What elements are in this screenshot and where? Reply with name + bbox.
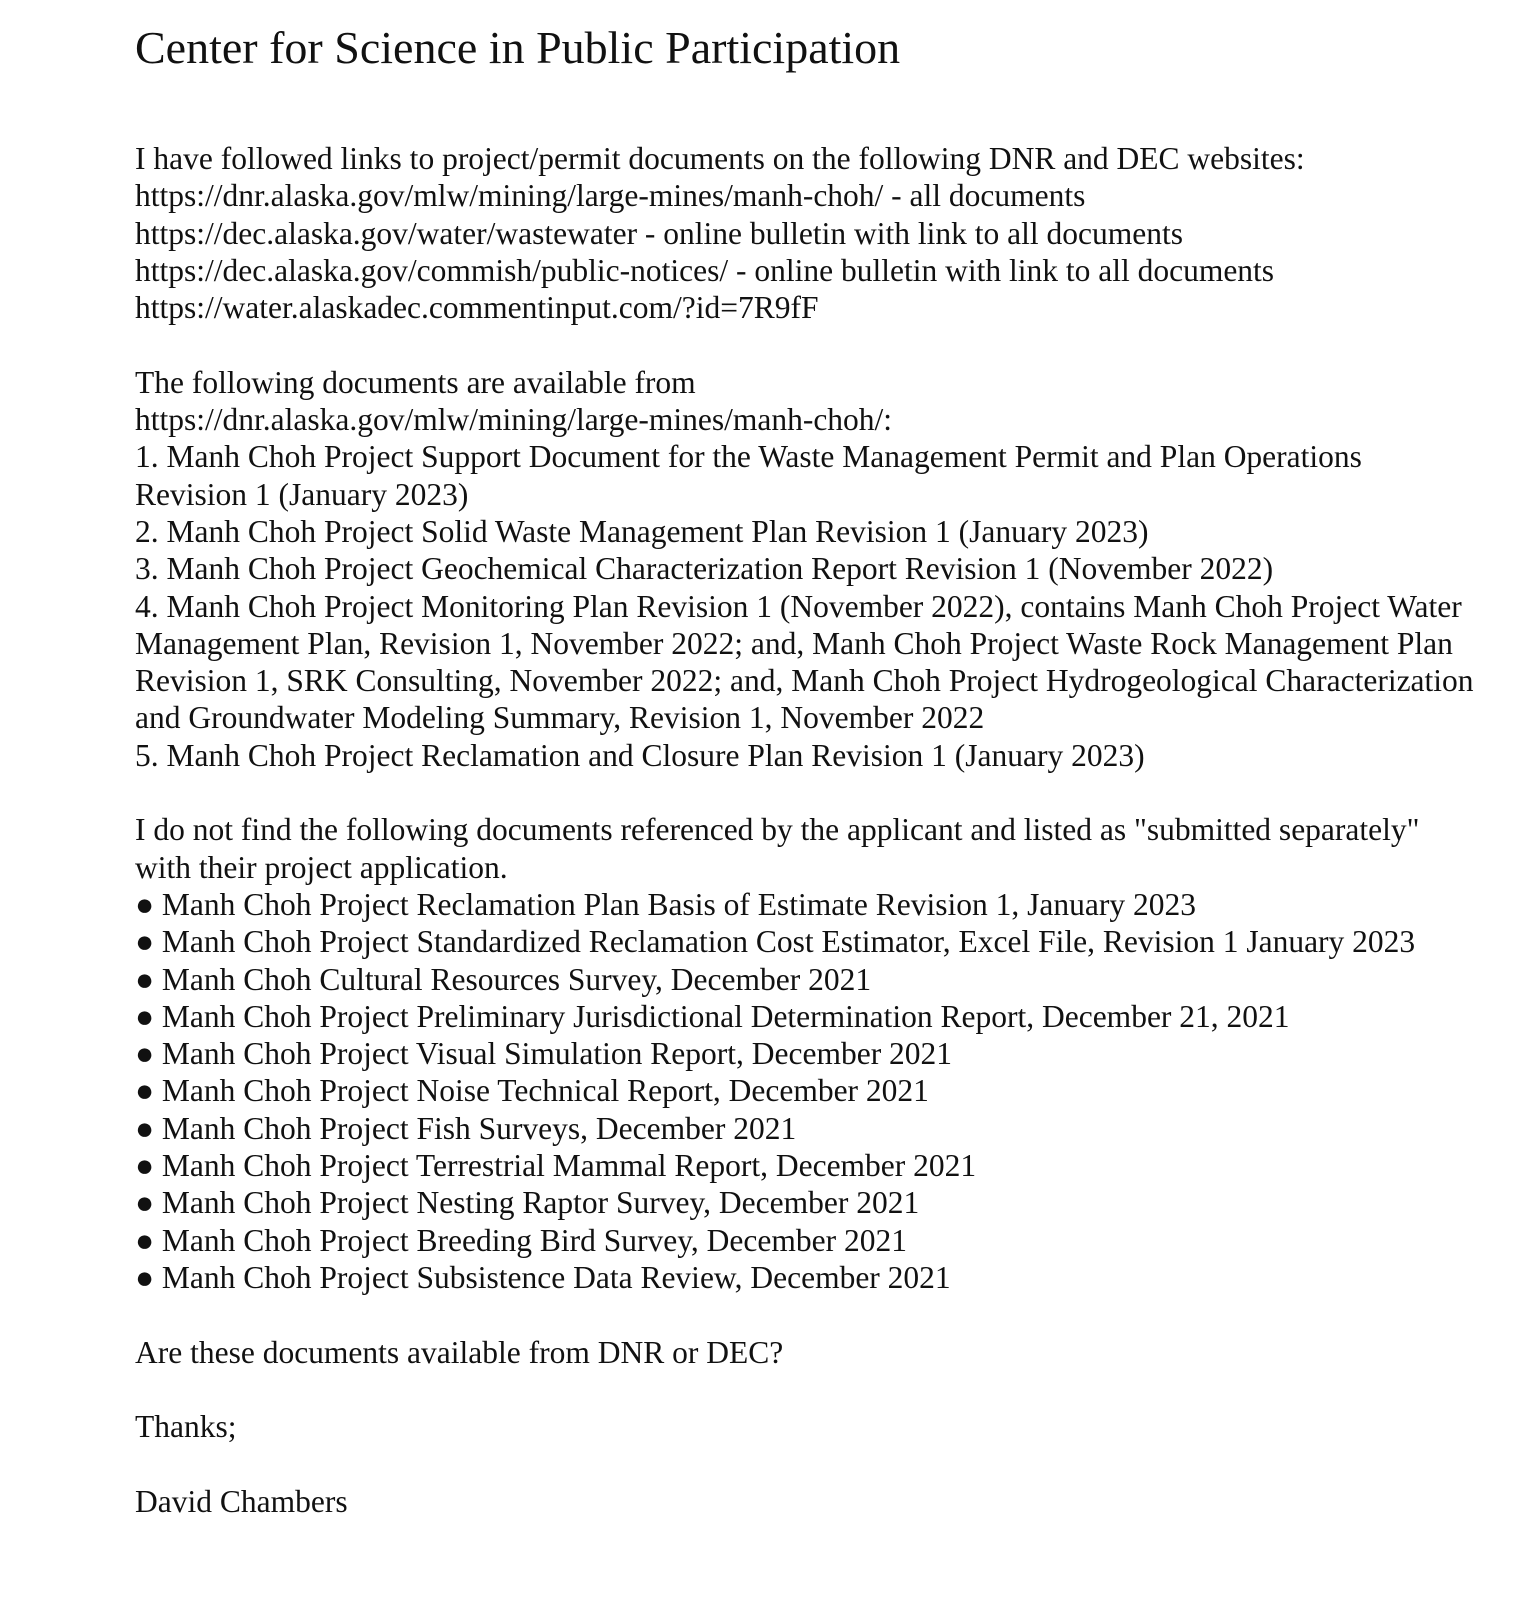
blank-line: [135, 774, 1475, 811]
missing-document-item: ● Manh Choh Project Terrestrial Mammal Report, December 2021: [135, 1148, 977, 1184]
available-document-item: 5. Manh Choh Project Reclamation and Closure Plan Revision 1 (January 2023): [135, 737, 1145, 773]
missing-document-item: ● Manh Choh Project Visual Simulation Report, December 2021: [135, 1036, 953, 1072]
available-documents-paragraph: [135, 364, 1475, 774]
available-document-item: 4. Manh Choh Project Monitoring Plan Revision 1 (November 2022), contains Manh Choh Project Water Management Plan, Revision 1, November 2022; and, Manh Choh Project Waste Rock Management Plan Revision 1, SRK Consulting, November 2022; and, Manh Choh Project Hydrogeological Characterization and Groundwater Modeling Summary, Revision 1, November 2022: [135, 588, 1474, 736]
blank-line: [135, 326, 1475, 363]
intro-lead: I have followed links to project/permit documents on the following DNR and DEC websites:: [135, 141, 1305, 176]
available-document-item: 1. Manh Choh Project Support Document for the Waste Management Permit and Plan Operations Revision 1 (January 2023): [135, 439, 1362, 512]
missing-document-item: ● Manh Choh Project Subsistence Data Review, December 2021: [135, 1259, 951, 1295]
available-lead: The following documents are available from: [135, 364, 696, 400]
document-page: [135, 0, 1475, 1520]
missing-document-item: ● Manh Choh Project Fish Surveys, December 2021: [135, 1110, 797, 1146]
available-source-link[interactable]: https://dnr.alaska.gov/mlw/mining/large-mines/manh-choh/:: [135, 402, 893, 438]
signature-paragraph: [135, 1483, 1475, 1520]
link-dec-public-notices[interactable]: https://dec.alaska.gov/commish/public-notices/ - online bulletin with link to all documents: [135, 252, 1275, 288]
intro-paragraph: [135, 140, 1475, 326]
question-paragraph: [135, 1334, 1475, 1371]
closing-text: Thanks;: [135, 1409, 237, 1445]
blank-line: [135, 1445, 1475, 1482]
missing-lead: I do not find the following documents referenced by the applicant and listed as "submitted separately" with their project application.: [135, 812, 1420, 885]
missing-document-item: ● Manh Choh Cultural Resources Survey, December 2021: [135, 961, 872, 997]
missing-document-item: ● Manh Choh Project Standardized Reclamation Cost Estimator, Excel File, Revision 1 January 2023: [135, 924, 1416, 960]
closing-paragraph: [135, 1408, 1475, 1445]
missing-document-item: ● Manh Choh Project Nesting Raptor Survey, December 2021: [135, 1185, 920, 1221]
page-title: Center for Science in Public Participation: [135, 22, 901, 73]
available-document-item: 2. Manh Choh Project Solid Waste Management Plan Revision 1 (January 2023): [135, 513, 1149, 549]
link-dec-wastewater[interactable]: https://dec.alaska.gov/water/wastewater - online bulletin with link to all documents: [135, 215, 1183, 251]
available-document-item: 3. Manh Choh Project Geochemical Characterization Report Revision 1 (November 2022): [135, 551, 1274, 587]
missing-document-item: ● Manh Choh Project Preliminary Jurisdictional Determination Report, December 21, 2021: [135, 998, 1290, 1034]
question-text: Are these documents available from DNR or DEC?: [135, 1334, 784, 1370]
missing-documents-paragraph: [135, 811, 1475, 1296]
signature-name: David Chambers: [135, 1483, 348, 1519]
missing-document-item: ● Manh Choh Project Noise Technical Report, December 2021: [135, 1073, 929, 1109]
blank-line: [135, 1371, 1475, 1408]
letter-body: [135, 140, 1475, 1520]
link-comment-input[interactable]: https://water.alaskadec.commentinput.com/?id=7R9fF: [135, 290, 819, 326]
link-dnr-manh-choh[interactable]: https://dnr.alaska.gov/mlw/mining/large-mines/manh-choh/ - all documents: [135, 178, 1086, 214]
missing-document-item: ● Manh Choh Project Breeding Bird Survey, December 2021: [135, 1222, 907, 1258]
blank-line: [135, 1296, 1475, 1333]
missing-document-item: ● Manh Choh Project Reclamation Plan Basis of Estimate Revision 1, January 2023: [135, 886, 1197, 922]
